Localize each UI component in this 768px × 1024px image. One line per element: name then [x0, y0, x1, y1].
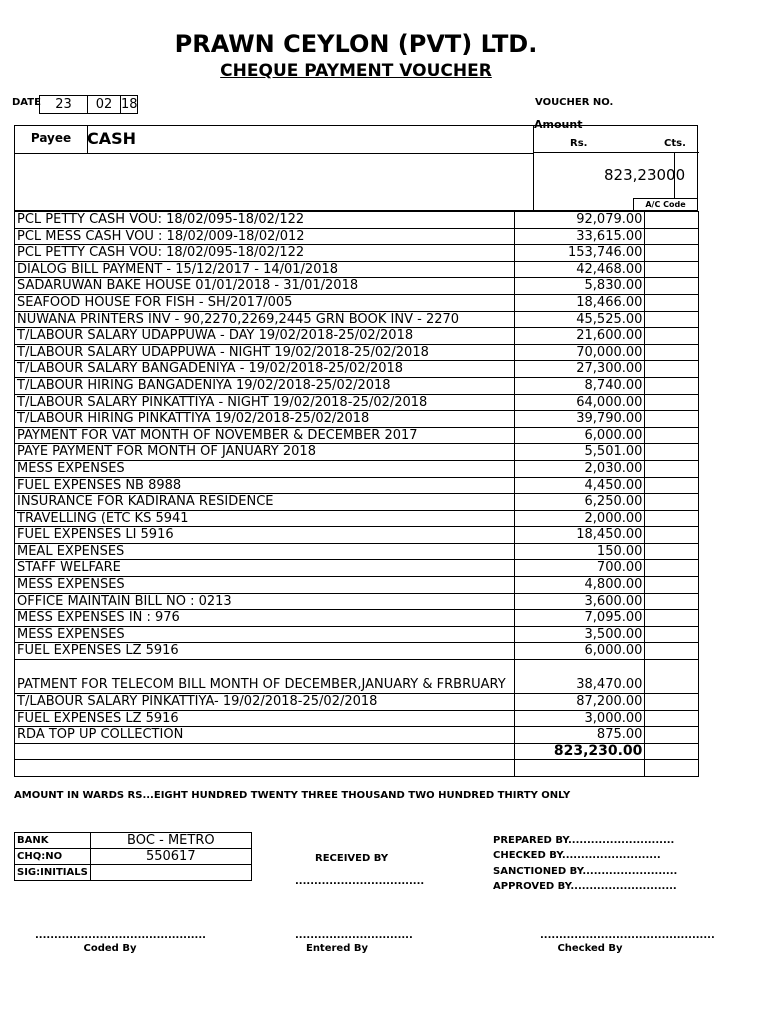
- table-row: [15, 477, 699, 494]
- checked-by-label: Checked By: [557, 943, 623, 954]
- chq-row: [15, 849, 252, 865]
- item-amount: 3,000.00: [514, 710, 645, 727]
- item-description: PCL MESS CASH VOU : 18/02/009-18/02/012: [15, 228, 515, 245]
- item-description: MESS EXPENSES: [15, 626, 515, 643]
- item-ac-code: [645, 560, 699, 577]
- item-description: T/LABOUR HIRING PINKATTIYA 19/02/2018-25/02/2018: [15, 411, 515, 428]
- item-description: FUEL EXPENSES LI 5916: [15, 527, 515, 544]
- table-row: [15, 411, 699, 428]
- table-row: [15, 610, 699, 627]
- item-amount: 700.00: [514, 560, 645, 577]
- item-description: INSURANCE FOR KADIRANA RESIDENCE: [15, 494, 515, 511]
- table-row: [15, 643, 699, 660]
- item-ac-code: [645, 394, 699, 411]
- date-year: 18: [121, 97, 138, 112]
- date-day: 23: [40, 96, 88, 113]
- item-ac-code: [645, 460, 699, 477]
- payee-value: CASH: [87, 129, 137, 148]
- item-amount: 2,000.00: [514, 510, 645, 527]
- bank-label: BANK: [15, 833, 91, 849]
- date-label: DATE: [12, 97, 41, 108]
- item-ac-code: [645, 444, 699, 461]
- items-table: [14, 211, 699, 777]
- table-row: [15, 294, 699, 311]
- table-row: [15, 593, 699, 610]
- item-ac-code: [645, 694, 699, 711]
- item-amount: 875.00: [514, 727, 645, 744]
- item-amount: 150.00: [514, 543, 645, 560]
- item-description: T/LABOUR HIRING BANGADENIYA 19/02/2018-25/02/2018: [15, 377, 515, 394]
- table-row: [15, 494, 699, 511]
- payee-header: [14, 118, 698, 211]
- item-amount: 33,615.00: [514, 228, 645, 245]
- item-amount: 45,525.00: [514, 311, 645, 328]
- item-ac-code: [645, 245, 699, 262]
- item-description: T/LABOUR SALARY BANGADENIYA - 19/02/2018-25/02/2018: [15, 361, 515, 378]
- item-description: PCL PETTY CASH VOU: 18/02/095-18/02/122: [15, 245, 515, 262]
- item-ac-code: [645, 543, 699, 560]
- item-ac-code: [645, 527, 699, 544]
- table-row: [15, 328, 699, 345]
- item-description: SEAFOOD HOUSE FOR FISH - SH/2017/005: [15, 294, 515, 311]
- item-description: T/LABOUR SALARY PINKATTIYA- 19/02/2018-25/02/2018: [15, 694, 515, 711]
- company-name: PRAWN CEYLON (PVT) LTD.: [174, 30, 538, 58]
- table-row: [15, 245, 699, 262]
- item-description: MESS EXPENSES: [15, 577, 515, 594]
- cts-label: Cts.: [664, 138, 686, 149]
- item-ac-code: [645, 361, 699, 378]
- table-row: [15, 261, 699, 278]
- item-description: PCL PETTY CASH VOU: 18/02/095-18/02/122: [15, 212, 515, 229]
- item-ac-code: [645, 626, 699, 643]
- item-description: STAFF WELFARE: [15, 560, 515, 577]
- table-row: [15, 444, 699, 461]
- item-amount: 4,450.00: [514, 477, 645, 494]
- coded-by-label: Coded By: [83, 943, 137, 954]
- blank-ac-code: [645, 760, 699, 777]
- chq-value: 550617: [90, 849, 251, 865]
- item-amount: 42,468.00: [514, 261, 645, 278]
- item-description: MEAL EXPENSES: [15, 543, 515, 560]
- checked-by: CHECKED BY..........................: [493, 850, 661, 862]
- item-description: FUEL EXPENSES LZ 5916: [15, 710, 515, 727]
- amount-in-words: AMOUNT IN WARDS RS...EIGHT HUNDRED TWENTY THREE THOUSAND TWO HUNDRED THIRTY ONLY: [14, 790, 571, 801]
- item-amount: 18,450.00: [514, 527, 645, 544]
- table-row: [15, 278, 699, 295]
- table-row: [15, 577, 699, 594]
- table-row: [15, 344, 699, 361]
- item-amount: 92,079.00: [514, 212, 645, 229]
- item-ac-code: [645, 212, 699, 229]
- table-row: [15, 311, 699, 328]
- rs-label: Rs.: [570, 138, 588, 149]
- blank-amount: [514, 760, 645, 777]
- item-ac-code: [645, 427, 699, 444]
- item-ac-code: [645, 278, 699, 295]
- item-amount: 64,000.00: [514, 394, 645, 411]
- item-description: PAYMENT FOR VAT MONTH OF NOVEMBER & DECEMBER 2017: [15, 427, 515, 444]
- table-row: [15, 560, 699, 577]
- total-description: [15, 743, 515, 760]
- table-row: [15, 626, 699, 643]
- blank-row: [15, 760, 699, 777]
- item-amount: 70,000.00: [514, 344, 645, 361]
- table-row: [15, 460, 699, 477]
- item-amount: 6,250.00: [514, 494, 645, 511]
- voucher-title: CHEQUE PAYMENT VOUCHER: [220, 61, 492, 81]
- item-ac-code: [645, 261, 699, 278]
- payee-label: Payee: [15, 126, 88, 153]
- item-ac-code: [645, 610, 699, 627]
- amount-total-header: [604, 166, 685, 184]
- table-row: [15, 710, 699, 727]
- item-amount: 6,000.00: [514, 427, 645, 444]
- item-amount: 5,830.00: [514, 278, 645, 295]
- entered-by-dots: ...............................: [295, 930, 413, 941]
- table-row: [15, 510, 699, 527]
- item-ac-code: [645, 294, 699, 311]
- table-row: [15, 228, 699, 245]
- item-ac-code: [645, 311, 699, 328]
- approved-by: APPROVED BY............................: [493, 880, 677, 892]
- item-description: NUWANA PRINTERS INV - 90,2270,2269,2445 GRN BOOK INV - 2270: [15, 311, 515, 328]
- total-amount: 823,230.00: [514, 743, 645, 760]
- received-by-label: RECEIVED BY: [315, 853, 389, 864]
- amount-cts-value: 00: [666, 166, 686, 184]
- total-row: [15, 743, 699, 760]
- item-amount: 7,095.00: [514, 610, 645, 627]
- item-amount: 27,300.00: [514, 361, 645, 378]
- amount-label: Amount: [534, 118, 583, 131]
- table-row: [15, 694, 699, 711]
- item-ac-code: [645, 643, 699, 660]
- sig-row: [15, 865, 252, 881]
- table-row: [15, 377, 699, 394]
- voucher-no-label: VOUCHER NO.: [535, 97, 614, 108]
- approval-block: [493, 833, 677, 894]
- item-ac-code: [645, 377, 699, 394]
- table-row: [15, 660, 699, 694]
- received-by-dots: ..................................: [295, 876, 425, 887]
- chq-label: CHQ:NO: [15, 849, 91, 865]
- table-row: [15, 527, 699, 544]
- item-amount: 87,200.00: [514, 694, 645, 711]
- item-amount: 3,600.00: [514, 593, 645, 610]
- item-ac-code: [645, 228, 699, 245]
- table-row: [15, 361, 699, 378]
- item-description: TRAVELLING (ETC KS 5941: [15, 510, 515, 527]
- total-ac-code: [645, 743, 699, 760]
- item-ac-code: [645, 710, 699, 727]
- item-ac-code: [645, 494, 699, 511]
- item-description: PATMENT FOR TELECOM BILL MONTH OF DECEMBER,JANUARY & FRBRUARY: [15, 660, 515, 694]
- sig-value: [90, 865, 251, 881]
- entered-by-label: Entered By: [305, 943, 368, 954]
- item-amount: 3,500.00: [514, 626, 645, 643]
- item-ac-code: [645, 328, 699, 345]
- item-description: MESS EXPENSES IN : 976: [15, 610, 515, 627]
- payee-row: [15, 126, 533, 154]
- item-description: SADARUWAN BAKE HOUSE 01/01/2018 - 31/01/2018: [15, 278, 515, 295]
- sig-label: SIG:INITIALS: [15, 865, 91, 881]
- item-ac-code: [645, 593, 699, 610]
- item-description: T/LABOUR SALARY PINKATTIYA - NIGHT 19/02/2018-25/02/2018: [15, 394, 515, 411]
- table-row: [15, 427, 699, 444]
- item-amount: 39,790.00: [514, 411, 645, 428]
- date-month: 02: [88, 96, 121, 113]
- item-amount: 8,740.00: [514, 377, 645, 394]
- coded-by-dots: .............................................: [35, 930, 206, 941]
- amount-rs-value: 823,230: [604, 166, 667, 184]
- item-amount: 4,800.00: [514, 577, 645, 594]
- item-ac-code: [645, 727, 699, 744]
- bank-table: [14, 832, 252, 881]
- ac-code-label: A/C Code: [633, 198, 698, 211]
- table-row: [15, 727, 699, 744]
- bank-value: BOC - METRO: [90, 833, 251, 849]
- table-row: [15, 394, 699, 411]
- item-description: T/LABOUR SALARY UDAPPUWA - NIGHT 19/02/2018-25/02/2018: [15, 344, 515, 361]
- item-ac-code: [645, 477, 699, 494]
- item-description: OFFICE MAINTAIN BILL NO : 0213: [15, 593, 515, 610]
- item-amount: 38,470.00: [514, 660, 645, 694]
- item-description: MESS EXPENSES: [15, 460, 515, 477]
- date-box: [39, 95, 138, 114]
- sanctioned-by: SANCTIONED BY.........................: [493, 865, 678, 877]
- item-amount: 18,466.00: [514, 294, 645, 311]
- item-amount: 6,000.00: [514, 643, 645, 660]
- item-ac-code: [645, 660, 699, 694]
- item-ac-code: [645, 411, 699, 428]
- item-amount: 21,600.00: [514, 328, 645, 345]
- item-amount: 5,501.00: [514, 444, 645, 461]
- table-row: [15, 543, 699, 560]
- blank-description: [15, 760, 515, 777]
- item-description: DIALOG BILL PAYMENT - 15/12/2017 - 14/01/2018: [15, 261, 515, 278]
- bank-row: [15, 833, 252, 849]
- item-description: FUEL EXPENSES LZ 5916: [15, 643, 515, 660]
- item-amount: 153,746.00: [514, 245, 645, 262]
- item-amount: 2,030.00: [514, 460, 645, 477]
- item-description: PAYE PAYMENT FOR MONTH OF JANUARY 2018: [15, 444, 515, 461]
- prepared-by: PREPARED BY............................: [493, 835, 675, 846]
- item-description: FUEL EXPENSES NB 8988: [15, 477, 515, 494]
- checked-by-dots: ..............................................: [540, 930, 715, 941]
- item-description: RDA TOP UP COLLECTION: [15, 727, 515, 744]
- item-ac-code: [645, 577, 699, 594]
- item-ac-code: [645, 510, 699, 527]
- item-ac-code: [645, 344, 699, 361]
- table-row: [15, 212, 699, 229]
- item-description: T/LABOUR SALARY UDAPPUWA - DAY 19/02/2018-25/02/2018: [15, 328, 515, 345]
